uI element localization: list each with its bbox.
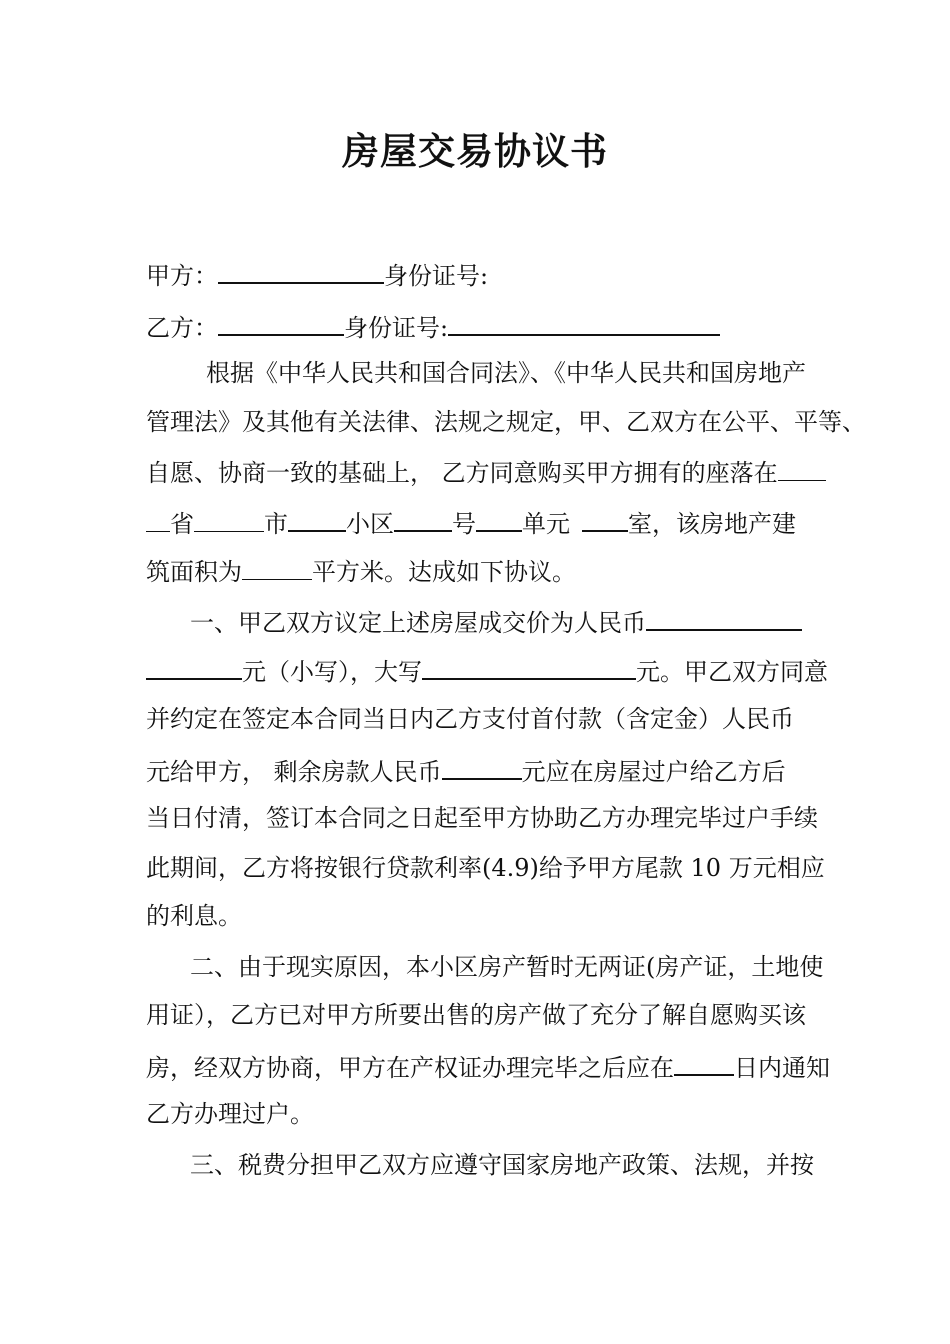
party-b-label: 乙方： [146, 314, 218, 342]
number-label: 号 [452, 510, 476, 538]
clause1-line-2 [146, 652, 828, 689]
location-blank [778, 454, 826, 481]
party-b-id-label: 身份证号: [344, 314, 449, 342]
area-blank [242, 553, 312, 580]
clause1-line-3: 并约定在签定本合同当日内乙方支付首付款（含定金）人民币 [146, 705, 794, 733]
clause1-line-4-a: 元给甲方， 剩余房款人民币 [146, 758, 442, 786]
clause1-line-4-b: 元应在房屋过户给乙方后 [521, 758, 786, 786]
city-label: 市 [264, 510, 288, 538]
community-label: 小区 [346, 510, 394, 538]
party-a-name-blank [218, 256, 384, 284]
party-b-line [146, 308, 720, 345]
price-words-blank [422, 652, 636, 680]
unit-blank [476, 504, 522, 532]
clause1-line-6: 此期间，乙方将按银行贷款利率(4.9)给予甲方尾款 10 万元相应 [146, 854, 825, 882]
clause1-line-5: 当日付清，签订本合同之日起至甲方协助乙方办理完毕过户手续 [146, 804, 818, 832]
preamble-line-3-text: 自愿、协商一致的基础上， 乙方同意购买甲方拥有的座落在 [146, 459, 778, 487]
area-suffix: 平方米。达成如下协议。 [312, 558, 576, 586]
clause2-line-3-a: 房，经双方协商，甲方在产权证办理完毕之后应在 [146, 1054, 674, 1082]
price-blank [646, 603, 802, 631]
clause2-line-4: 乙方办理过户。 [146, 1100, 314, 1128]
price-numeric-label: 元（小写），大写 [242, 658, 422, 686]
party-a-label: 甲方： [146, 262, 218, 290]
price-words-label: 元。甲乙双方同意 [636, 658, 828, 686]
party-b-id-blank [448, 308, 720, 336]
party-a-line [146, 256, 488, 293]
party-b-name-blank [218, 308, 344, 336]
unit-label: 单元 [522, 510, 570, 538]
number-blank [394, 504, 452, 532]
preamble-line-4 [146, 504, 796, 541]
city-blank [194, 505, 264, 532]
clause1-line-1-text: 一、甲乙双方议定上述房屋成交价为人民币 [190, 609, 646, 637]
remaining-blank [442, 752, 522, 780]
clause3-line-1: 三、税费分担甲乙双方应遵守国家房地产政策、法规，并按 [190, 1151, 814, 1179]
clause2-line-1: 二、由于现实原因，本小区房产暂时无两证(房产证，土地使 [190, 953, 824, 981]
document-title: 房屋交易协议书 [342, 129, 608, 173]
preamble-line-2: 管理法》及其他有关法律、法规之规定，甲、乙双方在公平、平等、 [146, 408, 866, 436]
clause1-line-4 [146, 752, 786, 789]
preamble-line-1: 根据《中华人民共和国合同法》、《中华人民共和国房地产 [206, 359, 806, 387]
days-blank [674, 1048, 734, 1076]
clause2-line-3 [146, 1048, 830, 1085]
room-label: 室，该房地产建 [628, 510, 796, 538]
clause1-line-7: 的利息。 [146, 902, 242, 930]
room-blank [582, 504, 628, 532]
party-a-id-label: 身份证号: [384, 262, 489, 290]
preamble-line-3 [146, 454, 826, 490]
province-blank [146, 505, 170, 532]
province-label: 省 [170, 510, 194, 538]
clause2-line-3-b: 日内通知 [734, 1054, 830, 1082]
price-numeric-blank [146, 652, 242, 680]
community-blank [288, 504, 346, 532]
area-prefix: 筑面积为 [146, 558, 242, 586]
clause1-line-1 [190, 603, 802, 640]
clause2-line-2: 用证），乙方已对甲方所要出售的房产做了充分了解自愿购买该 [146, 1001, 806, 1029]
preamble-line-5 [146, 553, 576, 589]
